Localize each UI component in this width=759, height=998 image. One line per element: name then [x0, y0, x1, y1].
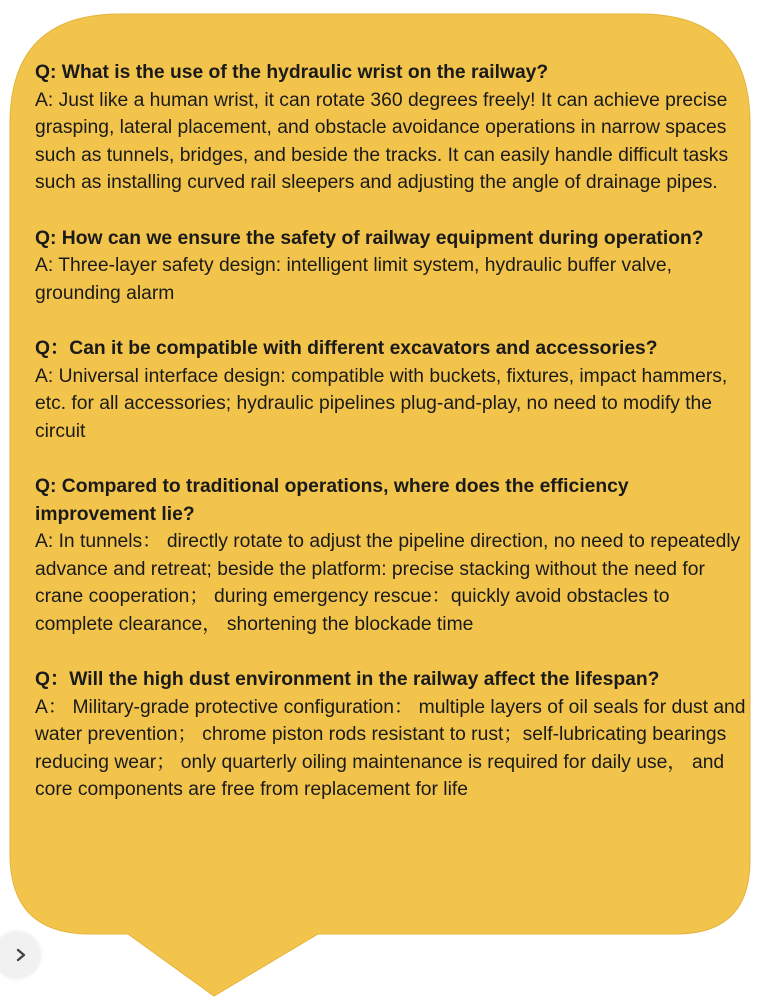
faq-question: Q：Will the high dust environment in the railway affect the lifespan?	[35, 669, 660, 691]
faq-answer: A: Just like a human wrist, it can rotate 360 degrees freely! It can achieve precise grasping, lateral placement, and obstacle avoidance operations in narrow spaces such as tunnels, bridges, and beside the tracks. It can easily handle difficult tasks such as installing curved rail sleepers and adjusting the angle of drainage pipes.	[35, 89, 729, 194]
faq-item	[35, 225, 747, 308]
faq-list	[35, 59, 747, 832]
faq-question: Q: How can we ensure the safety of railway equipment during operation?	[35, 227, 704, 249]
faq-answer: A： Military-grade protective configuration： multiple layers of oil seals for dust and water prevention； chrome piston rods resistant to rust；self-lubricating bearings reducing wear； only quarterly oiling maintenance is required for daily use， and core components are free from replacement for life	[35, 696, 746, 801]
faq-item	[35, 666, 747, 804]
faq-item	[35, 59, 747, 197]
faq-answer: A: Universal interface design: compatible with buckets, fixtures, impact hammers, etc. for all accessories; hydraulic pipelines plug-and-play, no need to modify the circuit	[35, 365, 728, 442]
faq-item	[35, 473, 747, 639]
faq-question: Q：Can it be compatible with different excavators and accessories?	[35, 337, 658, 359]
faq-answer: A: Three-layer safety design: intelligent limit system, hydraulic buffer valve, grounding alarm	[35, 255, 672, 304]
faq-answer: A: In tunnels： directly rotate to adjust the pipeline direction, no need to repeatedly advance and retreat; beside the platform: precise stacking without the need for crane cooperation； during emergency rescue：quickly avoid obstacles to complete clearance， shortening the blockade time	[35, 531, 741, 635]
chevron-right-icon	[14, 948, 28, 962]
faq-question: Q: Compared to traditional operations, where does the efficiency improvement lie?	[35, 475, 629, 525]
faq-item	[35, 335, 747, 445]
faq-question: Q: What is the use of the hydraulic wrist on the railway?	[35, 62, 549, 83]
